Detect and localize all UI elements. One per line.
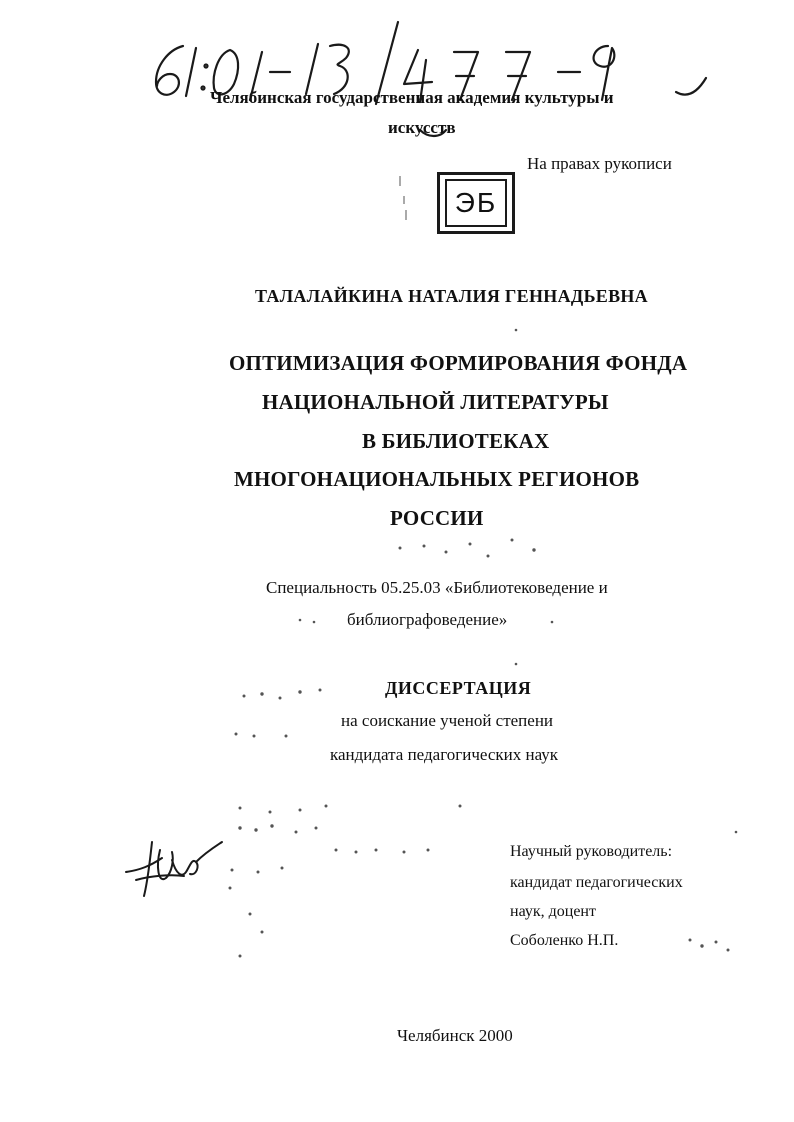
supervisor-name: Соболенко Н.П.: [510, 932, 619, 949]
degree-line-2: кандидата педагогических наук: [330, 745, 559, 764]
institution-line-2: искусств: [388, 118, 456, 137]
author-name: ТАЛАЛАЙКИНА НАТАЛИЯ ГЕННАДЬЕВНА: [255, 286, 648, 306]
eb-stamp: [437, 172, 515, 234]
title-line-3: В БИБЛИОТЕКАХ: [362, 429, 550, 453]
stamp-label: ЭБ: [445, 179, 507, 227]
supervisor-title: наук, доцент: [510, 903, 596, 920]
institution-line-1: Челябинская государственная академия культуры и: [210, 88, 614, 107]
title-line-1: ОПТИМИЗАЦИЯ ФОРМИРОВАНИЯ ФОНДА: [229, 351, 688, 375]
specialty-line-1: Специальность 05.25.03 «Библиотековедение и: [266, 578, 608, 597]
title-line-4: МНОГОНАЦИОНАЛЬНЫХ РЕГИОНОВ: [234, 467, 640, 491]
specialty-line-2: библиографоведение»: [347, 610, 508, 629]
manuscript-rights: На правах рукописи: [527, 154, 672, 173]
city-year: Челябинск 2000: [397, 1026, 513, 1045]
title-line-2: НАЦИОНАЛЬНОЙ ЛИТЕРАТУРЫ: [262, 390, 609, 414]
degree-line-1: на соискание ученой степени: [341, 711, 554, 730]
supervisor-degree: кандидат педагогических: [510, 874, 683, 891]
supervisor-label: Научный руководитель:: [510, 843, 673, 860]
dissertation-heading: ДИССЕРТАЦИЯ: [385, 678, 532, 698]
title-line-5: РОССИИ: [390, 506, 484, 530]
